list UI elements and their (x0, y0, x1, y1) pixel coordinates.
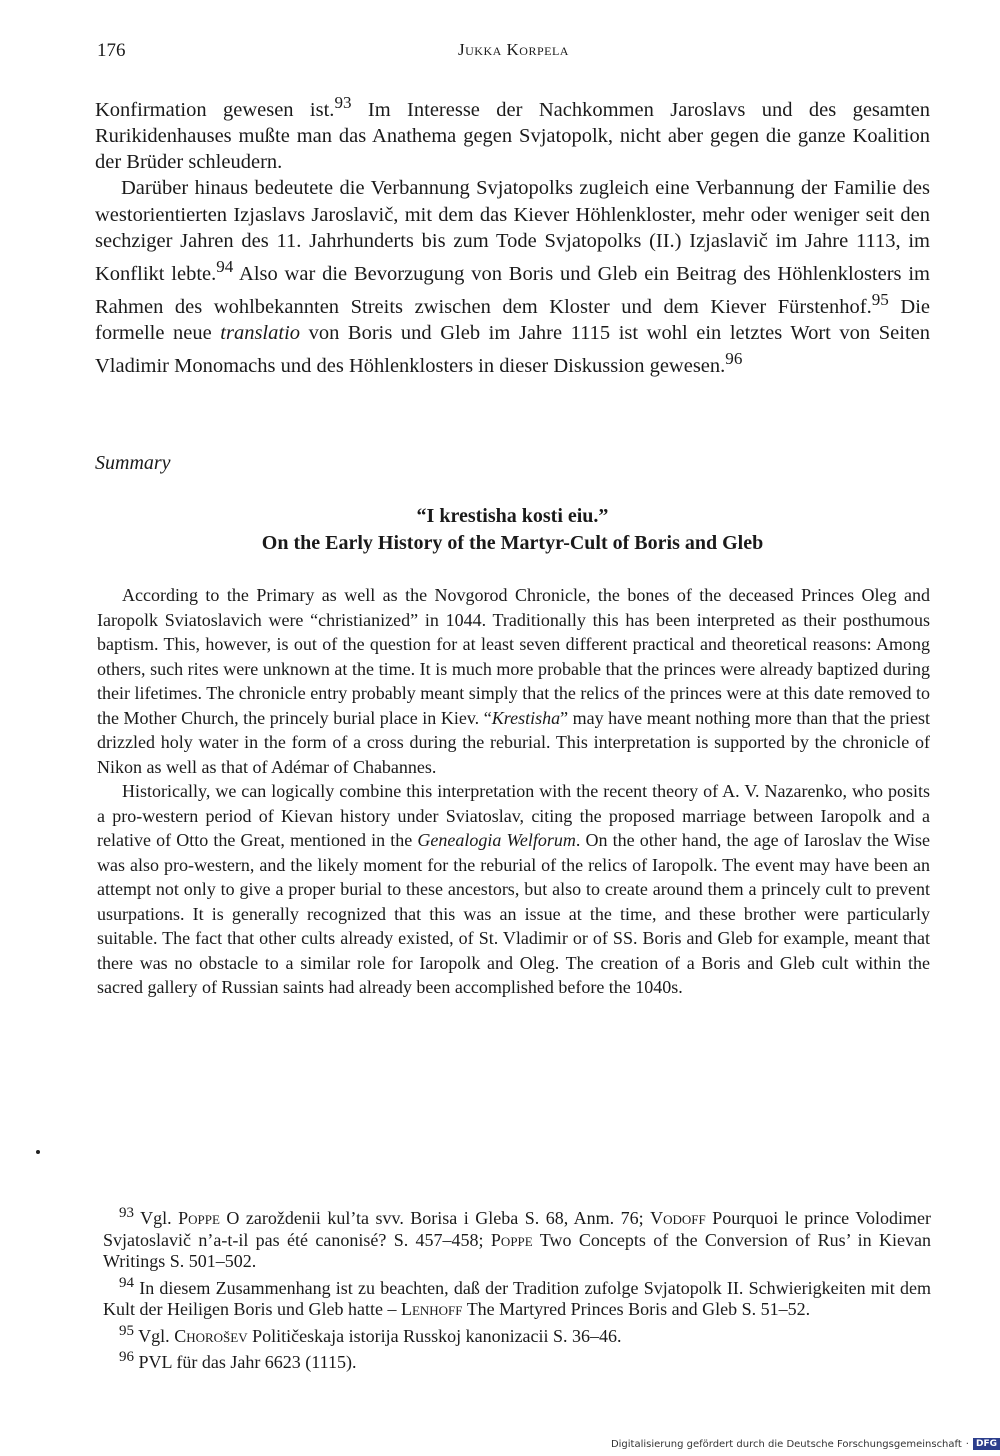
italic-term: Krestisha (491, 707, 561, 728)
footnotes (103, 1203, 931, 1374)
dfg-logo: DFG (973, 1438, 1000, 1450)
running-head: Jukka Korpela (458, 40, 569, 59)
footnote-96: $^{96}$ PVL für das Jahr 6623 (1115). (119, 1349, 357, 1372)
page-number: 176 (97, 40, 126, 61)
summary-title-line-1: “I krestisha kosti eiu.” (416, 505, 609, 527)
footnote-95: $^{95}$ Vgl. Chorošev Političeskaja istorija Russkoj kanonizacii S. 36–46. (119, 1322, 622, 1346)
footnote-ref-95[interactable]: 95 (871, 290, 889, 310)
summary-title-line-2: On the Early History of the Martyr-Cult of Boris and Gleb (261, 532, 764, 554)
italic-term: Genealogia Welforum (417, 830, 576, 850)
english-paragraph-1: According to the Primary as well as the Novgorod Chronicle, the bones of the deceased Princes Oleg and Iaropolk Sviatoslavich were “christianized” in 1044. Traditionally this has been interpreted as their posthumous baptism. This, however, is out of the question for at least seven different practical and theoretical reasons: Among others, such rites were unknown at the time. It is much more probable that the princes were already baptized during their lifetimes. The chronicle entry probably meant simply that the relics of the princes were at this date removed to the Mother Church, the princely burial place in Kiev. “Krestisha” may have meant nothing more than that the priest drizzled holy water in the form of a cross during the reburial. This interpretation is supported by the chronicle of Nikon as well as that of Adémar of Chabannes. (97, 585, 930, 777)
english-summary-text (97, 583, 930, 1000)
page-header (97, 40, 930, 70)
german-paragraph-2: Darüber hinaus bedeutete die Verbannung Svjatopolks zugleich eine Verbannung der Familie des westorientierten Izjaslavs Jaroslavič, mit dem das Kiever Höhlenkloster, mehr oder weniger seit den sechziger Jahren des 11. Jahrhunderts bis zum Tode Svjatopolks (II.) Izjaslavič im Jahre 1113, im Konflikt lebte.$^{94}$ Also war die Bevorzugung von Boris und Gleb ein Beitrag des Höhlenklosters im Rahmen des wohlbekannten Streits zwischen dem Kloster und dem Kiever Fürstenhof.$^{95}$ Die formelle neue translatio von Boris und Gleb im Jahre 1115 ist wohl ein letztes Wort von Seiten Vladimir Monomachs und des Höhlenklosters in dieser Diskussion gewesen.$^{96}$ (95, 177, 930, 378)
stray-mark (36, 1150, 40, 1154)
footnote-ref-94[interactable]: 94 (216, 257, 234, 277)
footnote-94: $^{94}$ In diesem Zusammenhang ist zu beachten, daß der Tradition zufolge Svjatopolk II. Schwierigkeiten mit dem Kult der Heiligen Boris und Gleb hatte – Lenhoff The Martyred Princes Boris and Gleb S. 51–52. (103, 1274, 931, 1319)
english-paragraph-2: Historically, we can logically combine this interpretation with the recent theory of A. V. Nazarenko, who posits a pro-western period of Kievan history under Sviatoslav, citing the proposed marriage between Iaropolk and a relative of Otto the Great, mentioned in the Genealogia Welforum. On the other hand, the age of Iaroslav the Wise was also pro-western, and the likely moment for the reburial of the relics of Iaropolk. The event may have been an attempt not only to give a proper burial to these ancestors, but also to create around them a princely cult to prevent usurpations. It is generally recognized that this was an issue at the time, and these brother were particularly suitable. The fact that other cults already existed, of St. Vladimir or of SS. Boris and Gleb for example, meant that there was no obstacle to a similar role for Iaropolk and Oleg. The creation of a Boris and Gleb cult within the sacred gallery of Russian saints had already been accomplished before the 1040s. (97, 781, 930, 997)
footnote-ref-96[interactable]: 96 (725, 349, 743, 369)
german-paragraph-1: Konfirmation gewesen ist.$^{93}$ Im Interesse der Nachkommen Jaroslavs und des gesamten Rurikidenhauses mußte man das Anathema gegen Svjatopolk, nicht aber gegen die ganze Koalition der Brüder schleudern. (95, 93, 931, 174)
summary-heading: Summary (95, 452, 171, 474)
footnote-93: $^{93}$ Vgl. Poppe O zaroždenii kul’ta svv. Borisa i Gleba S. 68, Anm. 76; Vodoff Pourquoi le prince Volodimer Svjatoslavič n’a-t-il pas été canonisé? S. 457–458; Poppe Two Concepts of the Conversion of Rus’ in Kievan Writings S. 501–502. (103, 1205, 931, 1271)
credit-text: Digitalisierung gefördert durch die Deutsche Forschungsgemeinschaft (610, 1438, 962, 1450)
italic-term: translatio (220, 322, 301, 345)
footnote-ref-93[interactable]: 93 (334, 93, 352, 112)
digitization-credit: Digitalisierung gefördert durch die Deutsche Forschungsgemeinschaft · DFG (611, 1436, 1000, 1452)
german-body-text (95, 90, 930, 379)
summary-title (95, 503, 930, 557)
